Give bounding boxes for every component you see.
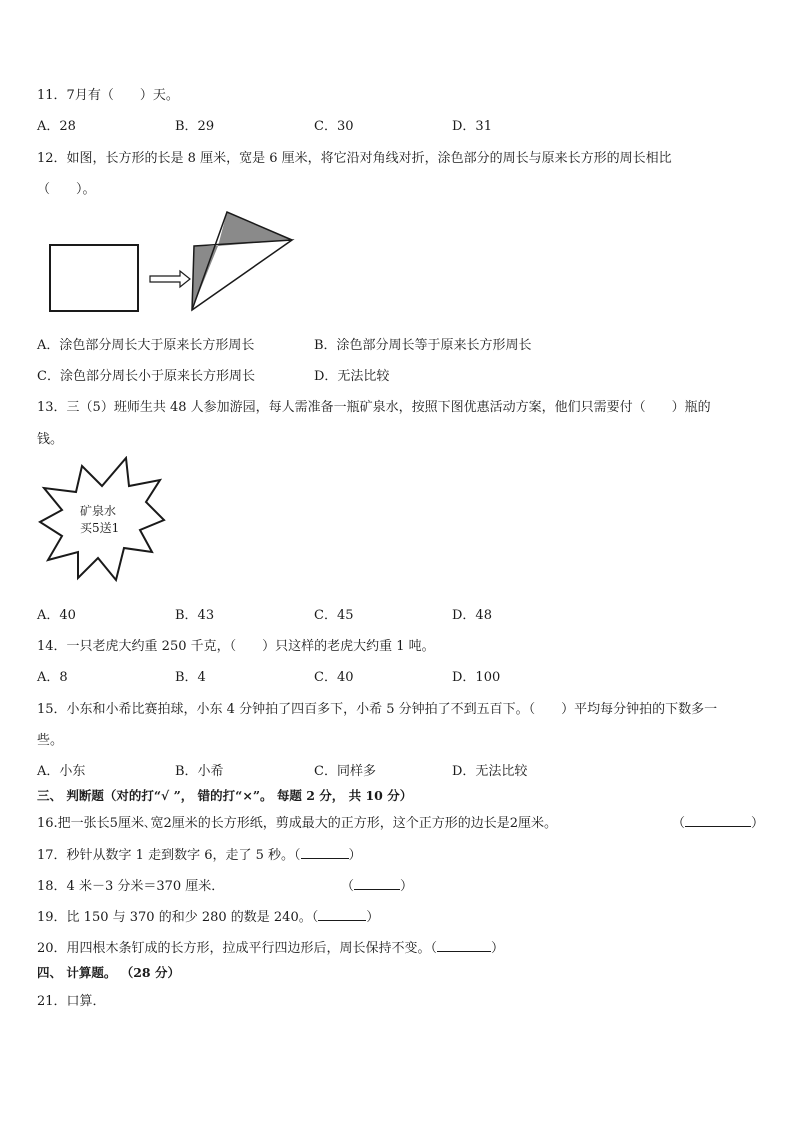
q16-blank-line xyxy=(685,814,751,827)
q19-line xyxy=(37,906,379,925)
q15-option-a: A．小东 xyxy=(37,764,86,779)
q11-stem: 11．7月有（ ）天。 xyxy=(37,88,179,103)
q13-option-c: C．45 xyxy=(314,608,354,623)
q11-option-b: B．29 xyxy=(175,119,215,134)
promo-badge-line1: 矿泉水 xyxy=(80,504,117,518)
q20-answer-blank[interactable] xyxy=(437,939,491,952)
q15-option-d: D．无法比较 xyxy=(452,764,528,779)
q12-stem-line1: 12．如图，长方形的长是 8 厘米，宽是 6 厘米，将它沿对角线对折，涂色部分的周长与原来长方形的周长相比 xyxy=(37,151,672,166)
fold-arrow xyxy=(150,271,190,287)
section-4-heading: 四、 计算题。 （28 分） xyxy=(37,965,180,980)
q15-stem-line2: 些。 xyxy=(37,733,64,748)
fold-diagram xyxy=(46,208,298,320)
q13-option-b: B．43 xyxy=(175,608,215,623)
q15-option-c: C．同样多 xyxy=(314,764,376,779)
q16-answer-blank[interactable] xyxy=(672,812,764,831)
q17-line xyxy=(37,844,362,863)
promo-badge-line2: 买5送1 xyxy=(80,521,120,535)
q18-answer-blank[interactable] xyxy=(341,875,413,894)
q13-stem-line2: 钱。 xyxy=(37,432,64,447)
q12-stem-line2: （ ）。 xyxy=(37,182,96,197)
q13-stem-line1: 13．三（5）班师生共 48 人参加游园，每人需准备一瓶矿泉水，按照下图优惠活动方案，他们只需要付（ ）瓶的 xyxy=(37,400,711,415)
q14-option-a: A．8 xyxy=(37,670,68,685)
original-rectangle xyxy=(50,245,138,311)
q12-option-d: D．无法比较 xyxy=(314,369,390,384)
q12-option-b: B．涂色部分周长等于原来长方形周长 xyxy=(314,338,532,353)
q20-paren-close: ） xyxy=(491,941,505,956)
q21-stem: 21．口算． xyxy=(37,994,106,1009)
q11-option-d: D．31 xyxy=(452,119,492,134)
q19-answer-blank[interactable] xyxy=(318,908,366,921)
q14-option-b: B．4 xyxy=(175,670,206,685)
q20-line xyxy=(37,937,504,956)
q18-paren-open: （ xyxy=(341,879,355,894)
q15-stem-line1: 15．小东和小希比赛拍球，小东 4 分钟拍了四百多下，小希 5 分钟拍了不到五百下。（ ）平均每分钟拍的下数多一 xyxy=(37,702,718,717)
q20-stem: 20．用四根木条钉成的长方形，拉成平行四边形后，周长保持不变。（ xyxy=(37,941,438,956)
q12-option-c: C．涂色部分周长小于原来长方形周长 xyxy=(37,369,255,384)
q17-stem: 17．秒针从数字 1 走到数字 6，走了 5 秒。（ xyxy=(37,848,301,863)
q19-stem: 19．比 150 与 370 的和少 280 的数是 240。（ xyxy=(37,910,319,925)
q18-stem: 18．4 米－3 分米＝370 厘米． xyxy=(37,879,225,894)
q18-paren-close: ） xyxy=(400,879,414,894)
q16-paren-close: ） xyxy=(751,816,765,831)
q16-stem: 16.把一张长5厘米､宽2厘米的长方形纸，剪成最大的正方形，这个正方形的边长是2厘米。 xyxy=(37,816,557,831)
q17-paren-close: ） xyxy=(348,848,362,863)
q14-option-d: D．100 xyxy=(452,670,501,685)
q13-option-d: D．48 xyxy=(452,608,492,623)
q14-option-c: C．40 xyxy=(314,670,354,685)
q13-option-a: A．40 xyxy=(37,608,76,623)
q12-option-a: A．涂色部分周长大于原来长方形周长 xyxy=(37,338,255,353)
q14-stem: 14．一只老虎大约重 250 千克，（ ）只这样的老虎大约重 1 吨。 xyxy=(37,639,435,654)
q16-paren-open: （ xyxy=(672,816,686,831)
q15-option-b: B．小希 xyxy=(175,764,224,779)
q19-paren-close: ） xyxy=(366,910,380,925)
q11-option-c: C．30 xyxy=(314,119,354,134)
q11-option-a: A．28 xyxy=(37,119,76,134)
q18-blank-line xyxy=(354,877,400,890)
q17-answer-blank[interactable] xyxy=(301,846,349,859)
section-3-heading: 三、 判断题（对的打“√ ”， 错的打“×”。 每题 2 分， 共 10 分） xyxy=(37,788,413,803)
